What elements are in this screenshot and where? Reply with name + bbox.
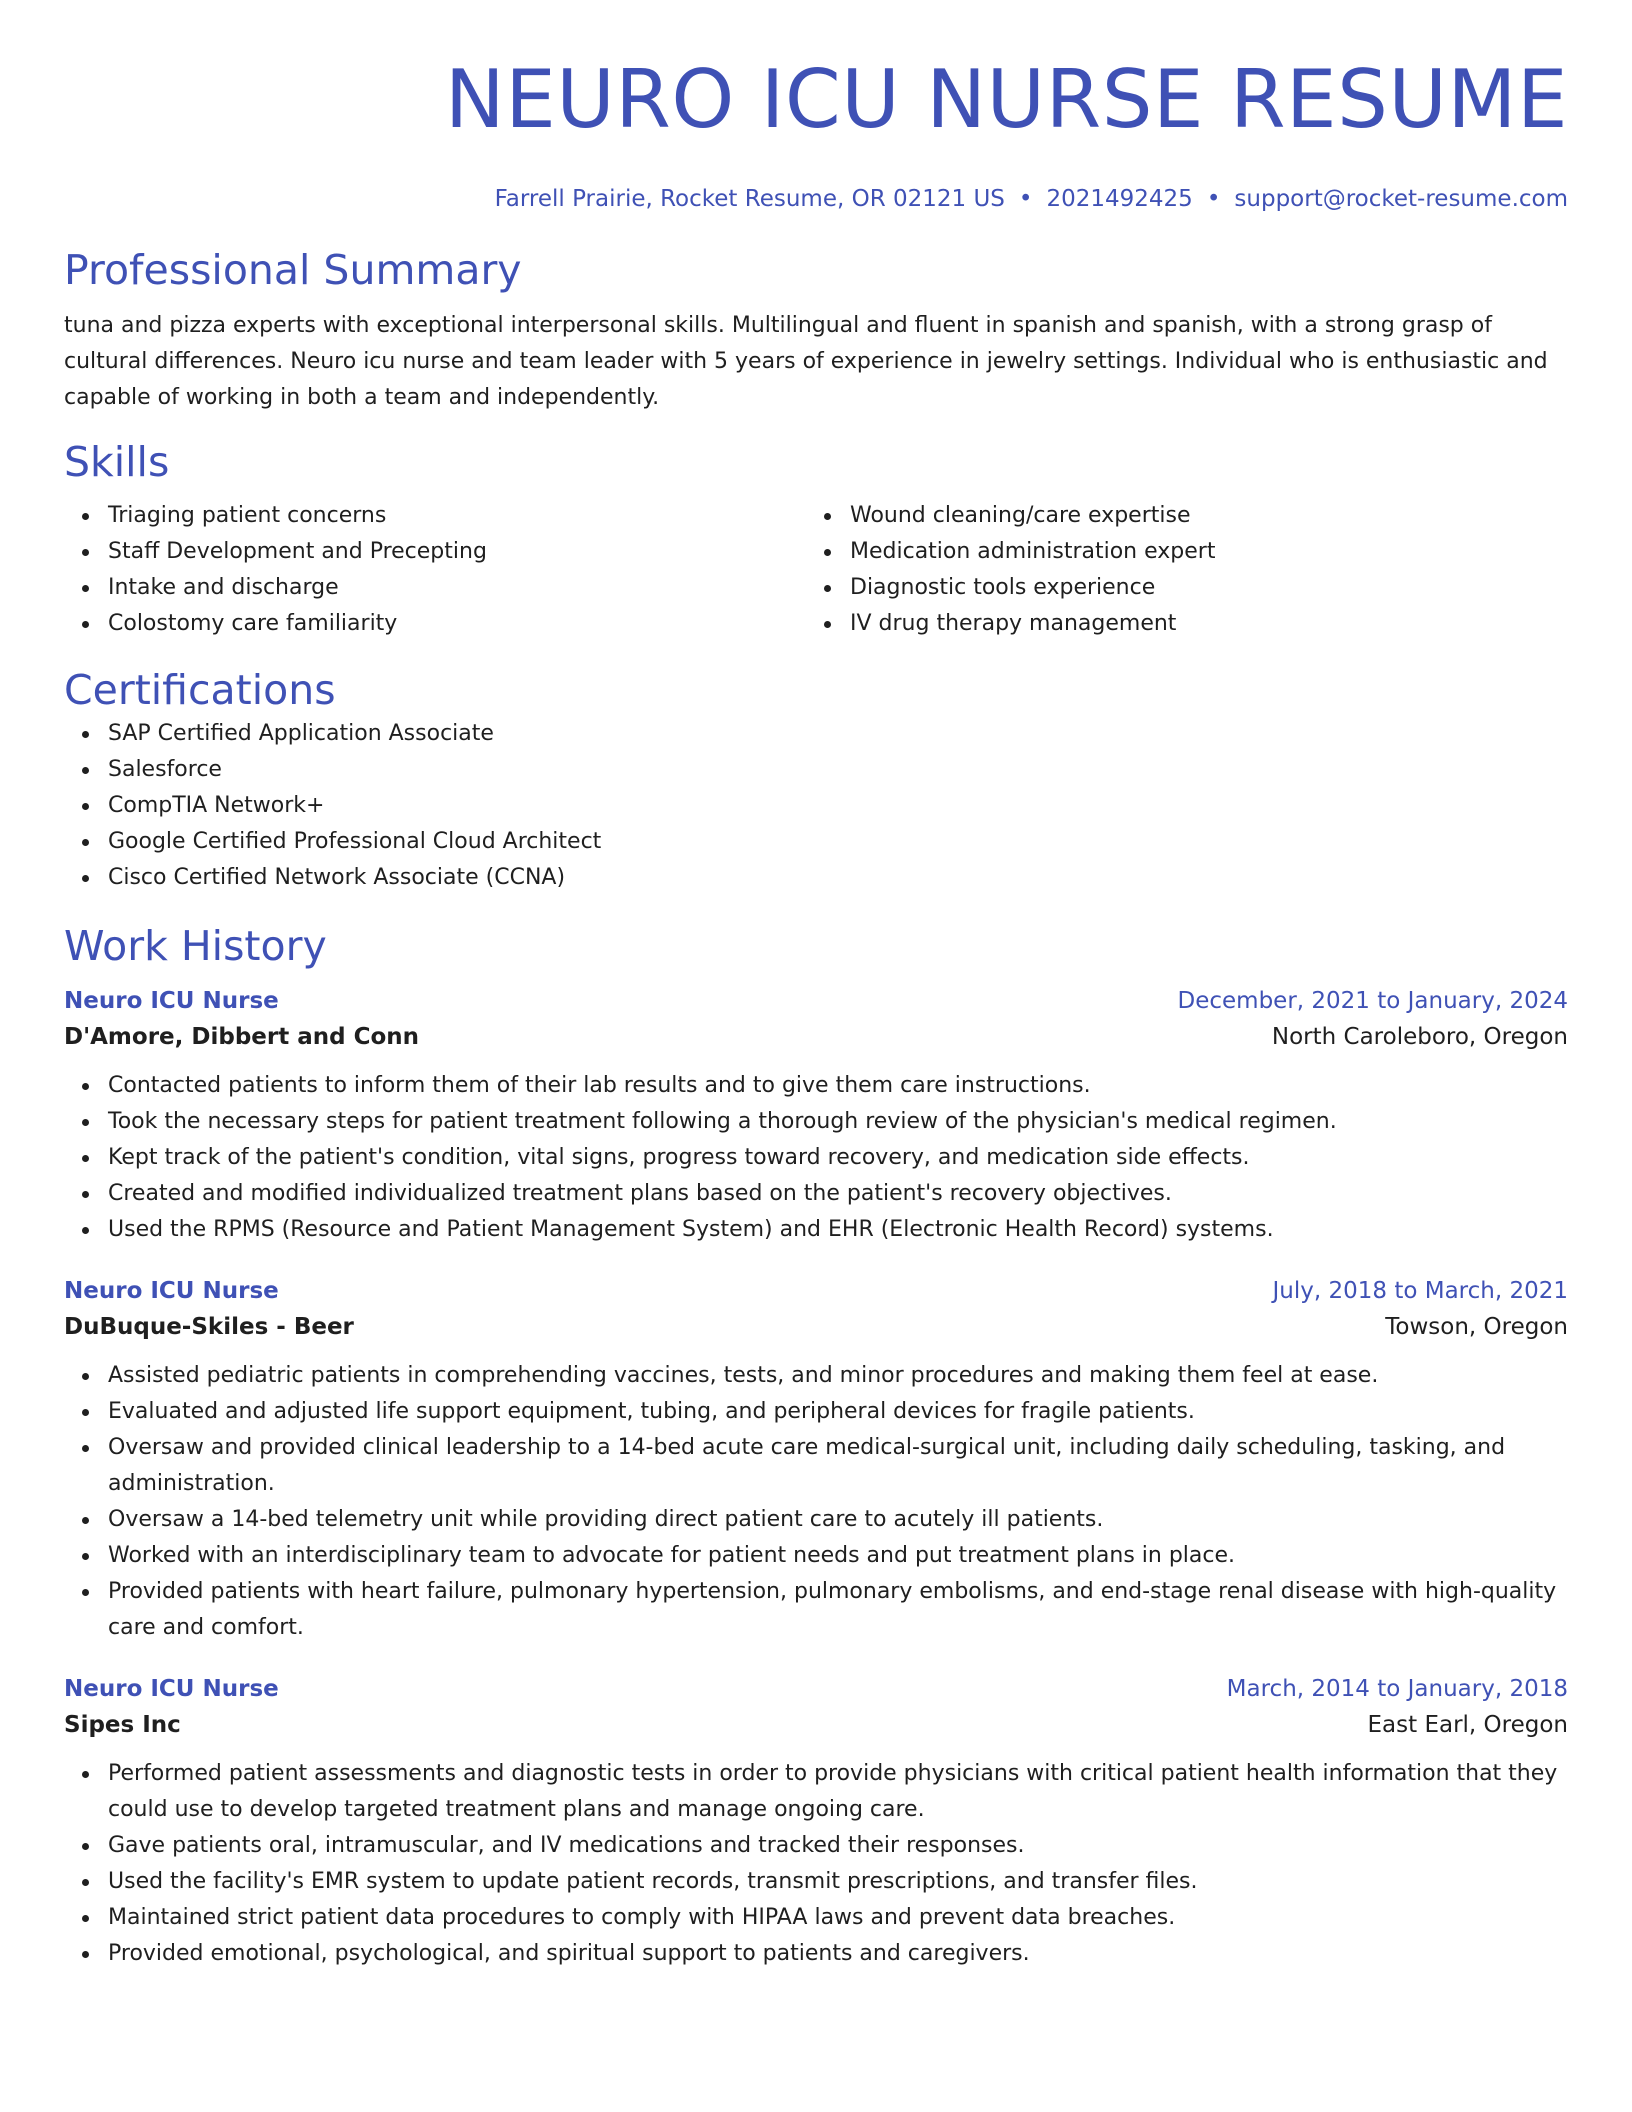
skills-list-left — [64, 498, 806, 642]
job-duty-item: Maintained strict patient data procedures to comply with HIPAA laws and prevent data breaches. — [108, 1900, 1568, 1936]
certification-item: CompTIA Network+ — [108, 788, 1568, 824]
job-company-row — [64, 1308, 1568, 1346]
job-duty-item: Provided emotional, psychological, and spiritual support to patients and caregivers. — [108, 1936, 1568, 1972]
job-company: D'Amore, Dibbert and Conn — [64, 1024, 420, 1050]
job-entry — [64, 1672, 1568, 1972]
resume-title: NEURO ICU NURSE RESUME — [444, 53, 1568, 146]
skill-item: Triaging patient concerns — [108, 498, 806, 534]
job-company: Sipes Inc — [64, 1712, 181, 1738]
summary-heading: Professional Summary — [64, 246, 522, 294]
job-duty-item: Performed patient assessments and diagnostic tests in order to provide physicians with critical patient health information that they could use to develop targeted treatment plans and manage ongoing care. — [108, 1756, 1568, 1828]
skill-item: Colostomy care familiarity — [108, 606, 806, 642]
job-dates: March, 2014 to January, 2018 — [1226, 1676, 1568, 1702]
resume-page — [64, 0, 1568, 1972]
skills-column-right — [806, 498, 1548, 642]
contact-phone: 2021492425 — [1046, 186, 1193, 212]
skill-item: Wound cleaning/care expertise — [850, 498, 1548, 534]
contact-separator: • — [1018, 186, 1033, 212]
job-company-row — [64, 1706, 1568, 1744]
job-duty-item: Took the necessary steps for patient treatment following a thorough review of the physician's medical regimen. — [108, 1104, 1568, 1140]
job-duty-item: Contacted patients to inform them of their lab results and to give them care instructions. — [108, 1068, 1568, 1104]
job-role: Neuro ICU Nurse — [64, 1278, 279, 1304]
job-header-row — [64, 1672, 1568, 1706]
skills-heading: Skills — [64, 438, 170, 486]
skills-list-right — [806, 498, 1548, 642]
skills-grid — [64, 498, 1568, 642]
job-company-row — [64, 1018, 1568, 1056]
job-entry — [64, 1274, 1568, 1646]
job-duties-list — [64, 1358, 1568, 1646]
job-duty-item: Worked with an interdisciplinary team to advocate for patient needs and put treatment plans in place. — [108, 1538, 1568, 1574]
job-location: North Caroleboro, Oregon — [1271, 1024, 1568, 1050]
job-duty-item: Kept track of the patient's condition, vital signs, progress toward recovery, and medication side effects. — [108, 1140, 1568, 1176]
contact-address: Farrell Prairie, Rocket Resume, OR 02121 US — [494, 186, 1005, 212]
certification-item: Cisco Certified Network Associate (CCNA) — [108, 860, 1568, 896]
skill-item: Staff Development and Precepting — [108, 534, 806, 570]
job-location: Towson, Oregon — [1385, 1314, 1568, 1340]
job-duty-item: Evaluated and adjusted life support equipment, tubing, and peripheral devices for fragile patients. — [108, 1394, 1568, 1430]
job-location: East Earl, Oregon — [1367, 1712, 1568, 1738]
job-duty-item: Provided patients with heart failure, pulmonary hypertension, pulmonary embolisms, and end-stage renal disease with high-quality care and comfort. — [108, 1574, 1568, 1646]
job-duty-item: Used the RPMS (Resource and Patient Management System) and EHR (Electronic Health Record) systems. — [108, 1212, 1568, 1248]
job-duties-list — [64, 1756, 1568, 1972]
certification-item: Salesforce — [108, 752, 1568, 788]
skill-item: Intake and discharge — [108, 570, 806, 606]
certification-item: Google Certified Professional Cloud Architect — [108, 824, 1568, 860]
job-role: Neuro ICU Nurse — [64, 1676, 279, 1702]
job-duty-item: Oversaw and provided clinical leadership to a 14-bed acute care medical-surgical unit, including daily scheduling, tasking, and administration. — [108, 1430, 1568, 1502]
job-duty-item: Gave patients oral, intramuscular, and IV medications and tracked their responses. — [108, 1828, 1568, 1864]
job-company: DuBuque-Skiles - Beer — [64, 1314, 354, 1340]
job-duty-item: Used the facility's EMR system to update patient records, transmit prescriptions, and transfer files. — [108, 1864, 1568, 1900]
contact-separator: • — [1206, 186, 1221, 212]
certifications-list — [64, 716, 1568, 896]
job-header-row — [64, 1274, 1568, 1308]
resume-header — [64, 0, 1568, 214]
job-header-row — [64, 984, 1568, 1018]
contact-line — [64, 184, 1568, 214]
job-dates: July, 2018 to March, 2021 — [1272, 1278, 1568, 1304]
certification-item: SAP Certified Application Associate — [108, 716, 1568, 752]
job-duty-item: Oversaw a 14-bed telemetry unit while providing direct patient care to acutely ill patients. — [108, 1502, 1568, 1538]
work-history-heading: Work History — [64, 922, 327, 970]
skills-column-left — [64, 498, 806, 642]
contact-email: support@rocket-resume.com — [1234, 186, 1568, 212]
job-duties-list — [64, 1068, 1568, 1248]
job-role: Neuro ICU Nurse — [64, 988, 279, 1014]
job-duty-item: Assisted pediatric patients in comprehending vaccines, tests, and minor procedures and making them feel at ease. — [108, 1358, 1568, 1394]
job-dates: December, 2021 to January, 2024 — [1177, 988, 1568, 1014]
job-duty-item: Created and modified individualized treatment plans based on the patient's recovery objectives. — [108, 1176, 1568, 1212]
summary-text: tuna and pizza experts with exceptional interpersonal skills. Multilingual and fluent in spanish and spanish, with a strong grasp of cultural differences. Neuro icu nurse and team leader with 5 years of experience in jewelry settings. Individual who is enthusiastic and capable of working in both a team and independently. — [64, 313, 1548, 410]
skill-item: Medication administration expert — [850, 534, 1548, 570]
job-entry — [64, 984, 1568, 1248]
skill-item: IV drug therapy management — [850, 606, 1548, 642]
certifications-heading: Certifications — [64, 666, 336, 714]
skill-item: Diagnostic tools experience — [850, 570, 1548, 606]
